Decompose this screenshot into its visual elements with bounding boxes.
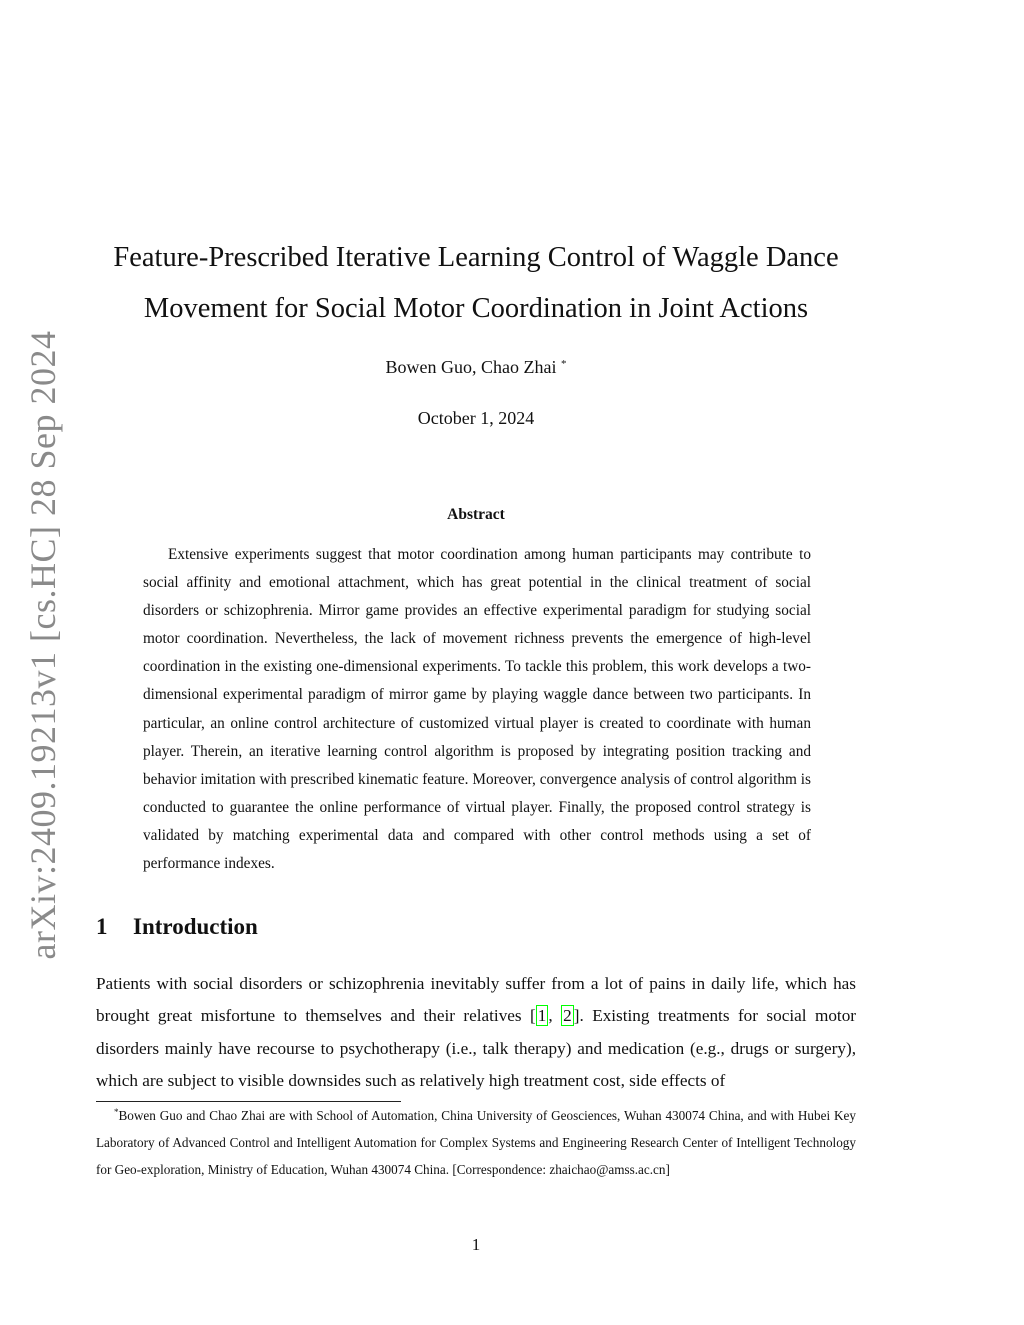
section-number: 1	[96, 914, 108, 939]
citation-link-1[interactable]: 1	[537, 1006, 547, 1026]
paper-title	[96, 232, 856, 334]
title-line-1: Feature-Prescribed Iterative Learning Control of Waggle Dance	[113, 242, 839, 273]
footnote-mark: *	[114, 1107, 119, 1117]
citation-link-2[interactable]: 2	[563, 1006, 572, 1026]
section-title: Introduction	[133, 914, 258, 939]
arxiv-identifier-stamp: arXiv:2409.19213v1 [cs.HC] 28 Sep 2024	[23, 330, 63, 960]
abstract-heading: Abstract	[447, 506, 505, 523]
intro-text-before-citation: Patients with social disorders or schizophrenia inevitably suffer from a lot of pains in daily life, which has brought great misfortune to themselves and their relatives [	[96, 974, 856, 1026]
author-footnote-mark[interactable]: *	[560, 358, 567, 370]
footnote-text: Bowen Guo and Chao Zhai are with School of Automation, China University of Geosciences, Wuhan 430074 China, and with Hubei Key Laboratory of Advanced Control and Intelligent Automation for Complex Systems and Engineering Research Center of Intelligent Technology for Geo-exploration, Ministry of Education, Wuhan 430074 China. [Correspondence: zhaichao@amss.ac.cn]	[96, 1108, 856, 1177]
author-names: Bowen Guo, Chao Zhai	[385, 357, 557, 377]
intro-text-after-citation: ]. Existing treatments for social motor disorders mainly have recourse to psychotherapy (i.e., talk therapy) and medication (e.g., drugs or surgery), which are subject to visible downsides such as relatively high treatment cost, side effects of	[96, 1006, 857, 1090]
abstract-text: Extensive experiments suggest that motor coordination among human participants may contribute to social affinity and emotional attachment, which has great potential in the clinical treatment of social disorders or schizophrenia. Mirror game provides an effective experimental paradigm for studying social motor coordination. Nevertheless, the lack of movement richness prevents the emergence of high-level coordination in the existing one-dimensional experiments. To tackle this problem, this work develops a two-dimensional experimental paradigm of mirror game by playing waggle dance between two participants. In particular, an online control architecture of customized virtual player is created to coordinate with human player. Therein, an iterative learning control algorithm is proposed by integrating position tracking and behavior imitation with prescribed kinematic feature. Moreover, convergence analysis of control algorithm is conducted to guarantee the online performance of virtual player. Finally, the proposed control strategy is validated by matching experimental data and compared with other control methods using a set of performance indexes.	[143, 546, 811, 873]
author-list	[96, 357, 856, 378]
citation-separator: ,	[548, 1006, 562, 1026]
publication-date: October 1, 2024	[417, 408, 535, 428]
title-line-2: Movement for Social Motor Coordination in Joint Actions	[143, 293, 809, 324]
introduction-paragraph	[96, 968, 856, 1097]
page-number: 1	[471, 1235, 481, 1254]
footnote	[96, 1099, 856, 1183]
section-heading-introduction	[96, 914, 258, 940]
